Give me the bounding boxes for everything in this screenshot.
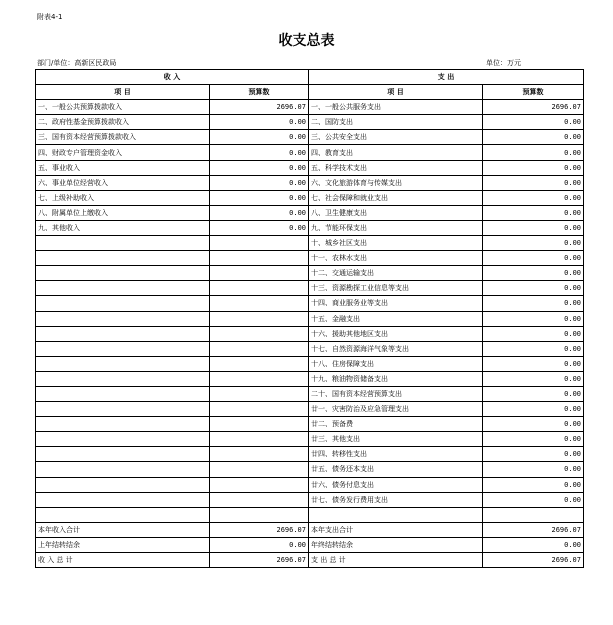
income-budget-value [210, 507, 309, 522]
table-row [36, 432, 584, 447]
table-row [36, 507, 584, 522]
income-item-label [36, 281, 210, 296]
table-row [36, 296, 584, 311]
income-item-label [36, 402, 210, 417]
income-item-label [36, 266, 210, 281]
expense-item-label: 十一、农林水支出 [309, 251, 483, 266]
income-budget-value [210, 417, 309, 432]
income-budget-value: 0.00 [210, 190, 309, 205]
income-item-header: 项 目 [36, 85, 210, 100]
expense-item-label: 廿四、转移性支出 [309, 447, 483, 462]
expense-budget-value: 0.00 [483, 386, 584, 401]
table-row [36, 236, 584, 251]
expense-item-header: 项 目 [309, 85, 483, 100]
table-row [36, 175, 584, 190]
income-item-label [36, 447, 210, 462]
income-item-label: 九、其他收入 [36, 220, 210, 235]
income-item-label: 一、一般公共预算拨款收入 [36, 100, 210, 115]
expense-item-label: 五、科学技术支出 [309, 160, 483, 175]
income-item-label: 四、财政专户管理资金收入 [36, 145, 210, 160]
expense-budget-value: 0.00 [483, 266, 584, 281]
table-row [36, 100, 584, 115]
expense-budget-value: 0.00 [483, 311, 584, 326]
income-budget-value [210, 236, 309, 251]
summary-row [36, 553, 584, 568]
expense-item-label: 廿七、债务发行费用支出 [309, 492, 483, 507]
expense-budget-value: 0.00 [483, 175, 584, 190]
budget-summary-table [35, 69, 584, 568]
table-row [36, 371, 584, 386]
expense-item-label: 九、节能环保支出 [309, 220, 483, 235]
income-item-label: 本年收入合计 [36, 522, 210, 537]
expense-budget-value: 2696.07 [483, 522, 584, 537]
income-item-label [36, 507, 210, 522]
expense-budget-value: 2696.07 [483, 553, 584, 568]
income-item-label: 五、事业收入 [36, 160, 210, 175]
expense-item-label: 四、教育支出 [309, 145, 483, 160]
income-budget-value [210, 432, 309, 447]
income-budget-value [210, 356, 309, 371]
expense-budget-value: 0.00 [483, 402, 584, 417]
table-row [36, 220, 584, 235]
income-budget-value: 0.00 [210, 175, 309, 190]
income-budget-value: 2696.07 [210, 553, 309, 568]
expense-item-label: 十八、住房保障支出 [309, 356, 483, 371]
income-budget-value [210, 341, 309, 356]
expense-item-label: 十二、交通运输支出 [309, 266, 483, 281]
expense-item-label [309, 507, 483, 522]
expense-item-label: 十六、援助其他地区支出 [309, 326, 483, 341]
expense-budget-value: 0.00 [483, 537, 584, 552]
income-budget-value [210, 371, 309, 386]
expense-item-label: 一、一般公共服务支出 [309, 100, 483, 115]
income-item-label: 上年结转结余 [36, 537, 210, 552]
income-budget-value: 0.00 [210, 130, 309, 145]
expense-item-label: 十、城乡社区支出 [309, 236, 483, 251]
expense-budget-value: 0.00 [483, 356, 584, 371]
income-item-label [36, 251, 210, 266]
expense-item-label: 二十、国有资本经营预算支出 [309, 386, 483, 401]
income-item-label: 三、国有资本经营预算拨款收入 [36, 130, 210, 145]
income-item-label: 八、附属单位上缴收入 [36, 205, 210, 220]
column-header-row [36, 85, 584, 100]
expense-item-label: 七、社会保障和就业支出 [309, 190, 483, 205]
income-budget-value [210, 326, 309, 341]
summary-row [36, 522, 584, 537]
expense-budget-value: 0.00 [483, 205, 584, 220]
income-budget-value [210, 251, 309, 266]
income-item-label [36, 417, 210, 432]
expense-budget-value: 0.00 [483, 477, 584, 492]
table-row [36, 492, 584, 507]
income-budget-value [210, 462, 309, 477]
expense-item-label: 十五、金融支出 [309, 311, 483, 326]
income-budget-value [210, 386, 309, 401]
expense-item-label: 廿六、债务付息支出 [309, 477, 483, 492]
income-item-label [36, 386, 210, 401]
expense-item-label: 二、国防支出 [309, 115, 483, 130]
income-budget-value [210, 447, 309, 462]
expense-budget-value: 0.00 [483, 130, 584, 145]
income-budget-value: 0.00 [210, 115, 309, 130]
table-row [36, 251, 584, 266]
income-budget-value [210, 477, 309, 492]
expense-budget-value: 0.00 [483, 160, 584, 175]
expense-item-label: 本年支出合计 [309, 522, 483, 537]
expense-budget-value: 0.00 [483, 371, 584, 386]
income-item-label: 七、上级补助收入 [36, 190, 210, 205]
expense-item-label: 八、卫生健康支出 [309, 205, 483, 220]
income-item-label [36, 356, 210, 371]
table-row [36, 281, 584, 296]
expense-budget-value: 0.00 [483, 492, 584, 507]
income-item-label: 二、政府性基金预算拨款收入 [36, 115, 210, 130]
income-item-label [36, 341, 210, 356]
summary-row [36, 537, 584, 552]
income-budget-value: 0.00 [210, 220, 309, 235]
income-item-label [36, 462, 210, 477]
expense-budget-value: 0.00 [483, 190, 584, 205]
page-title: 收支总表 [278, 33, 335, 49]
expense-item-label: 廿一、灾害防治及应急管理支出 [309, 402, 483, 417]
income-item-label [36, 432, 210, 447]
expense-item-label: 六、文化旅游体育与传媒支出 [309, 175, 483, 190]
income-budget-value [210, 266, 309, 281]
income-item-label [36, 311, 210, 326]
expense-budget-value: 0.00 [483, 236, 584, 251]
table-row [36, 160, 584, 175]
expense-item-label: 十三、资源勘探工业信息等支出 [309, 281, 483, 296]
expense-budget-value: 0.00 [483, 447, 584, 462]
income-item-label: 收 入 总 计 [36, 553, 210, 568]
expense-budget-value [483, 507, 584, 522]
income-budget-value [210, 281, 309, 296]
expense-budget-value: 0.00 [483, 296, 584, 311]
income-budget-value: 2696.07 [210, 522, 309, 537]
income-item-label [36, 477, 210, 492]
expense-header: 支 出 [309, 70, 584, 85]
income-item-label: 六、事业单位经营收入 [36, 175, 210, 190]
expense-budget-value: 0.00 [483, 341, 584, 356]
income-budget-value [210, 402, 309, 417]
table-row [36, 447, 584, 462]
table-row [36, 402, 584, 417]
expense-budget-value: 0.00 [483, 462, 584, 477]
income-budget-value [210, 311, 309, 326]
income-item-label [36, 492, 210, 507]
income-budget-value: 2696.07 [210, 100, 309, 115]
table-row [36, 145, 584, 160]
table-row [36, 462, 584, 477]
table-row [36, 326, 584, 341]
section-header-row [36, 70, 584, 85]
table-row [36, 130, 584, 145]
expense-budget-value: 0.00 [483, 326, 584, 341]
expense-budget-value: 0.00 [483, 432, 584, 447]
income-item-label [36, 371, 210, 386]
expense-budget-header: 预算数 [483, 85, 584, 100]
table-row [36, 311, 584, 326]
income-header: 收 入 [36, 70, 309, 85]
expense-item-label: 三、公共安全支出 [309, 130, 483, 145]
expense-item-label: 廿五、债务还本支出 [309, 462, 483, 477]
attachment-label: 附表4-1 [37, 13, 63, 21]
income-budget-value: 0.00 [210, 205, 309, 220]
table-row [36, 266, 584, 281]
expense-item-label: 年终结转结余 [309, 537, 483, 552]
income-item-label [36, 296, 210, 311]
income-budget-header: 预算数 [210, 85, 309, 100]
table-row [36, 386, 584, 401]
expense-item-label: 廿二、预备费 [309, 417, 483, 432]
income-item-label [36, 326, 210, 341]
expense-budget-value: 0.00 [483, 145, 584, 160]
income-budget-value: 0.00 [210, 160, 309, 175]
income-budget-value [210, 296, 309, 311]
expense-budget-value: 0.00 [483, 251, 584, 266]
income-budget-value: 0.00 [210, 145, 309, 160]
unit-label: 单位：万元 [486, 59, 521, 67]
expense-item-label: 十七、自然资源海洋气象等支出 [309, 341, 483, 356]
income-budget-value: 0.00 [210, 537, 309, 552]
table-row [36, 417, 584, 432]
expense-item-label: 廿三、其他支出 [309, 432, 483, 447]
expense-budget-value: 0.00 [483, 417, 584, 432]
table-row [36, 190, 584, 205]
table-row [36, 477, 584, 492]
expense-budget-value: 0.00 [483, 281, 584, 296]
income-budget-value [210, 492, 309, 507]
income-item-label [36, 236, 210, 251]
table-row [36, 356, 584, 371]
table-row [36, 115, 584, 130]
expense-item-label: 十九、粮油物资储备支出 [309, 371, 483, 386]
expense-item-label: 十四、商业服务业等支出 [309, 296, 483, 311]
table-row [36, 205, 584, 220]
expense-budget-value: 0.00 [483, 220, 584, 235]
expense-item-label: 支 出 总 计 [309, 553, 483, 568]
expense-budget-value: 2696.07 [483, 100, 584, 115]
department-label: 部门/单位：高新区民政局 [37, 59, 117, 67]
expense-budget-value: 0.00 [483, 115, 584, 130]
table-row [36, 341, 584, 356]
